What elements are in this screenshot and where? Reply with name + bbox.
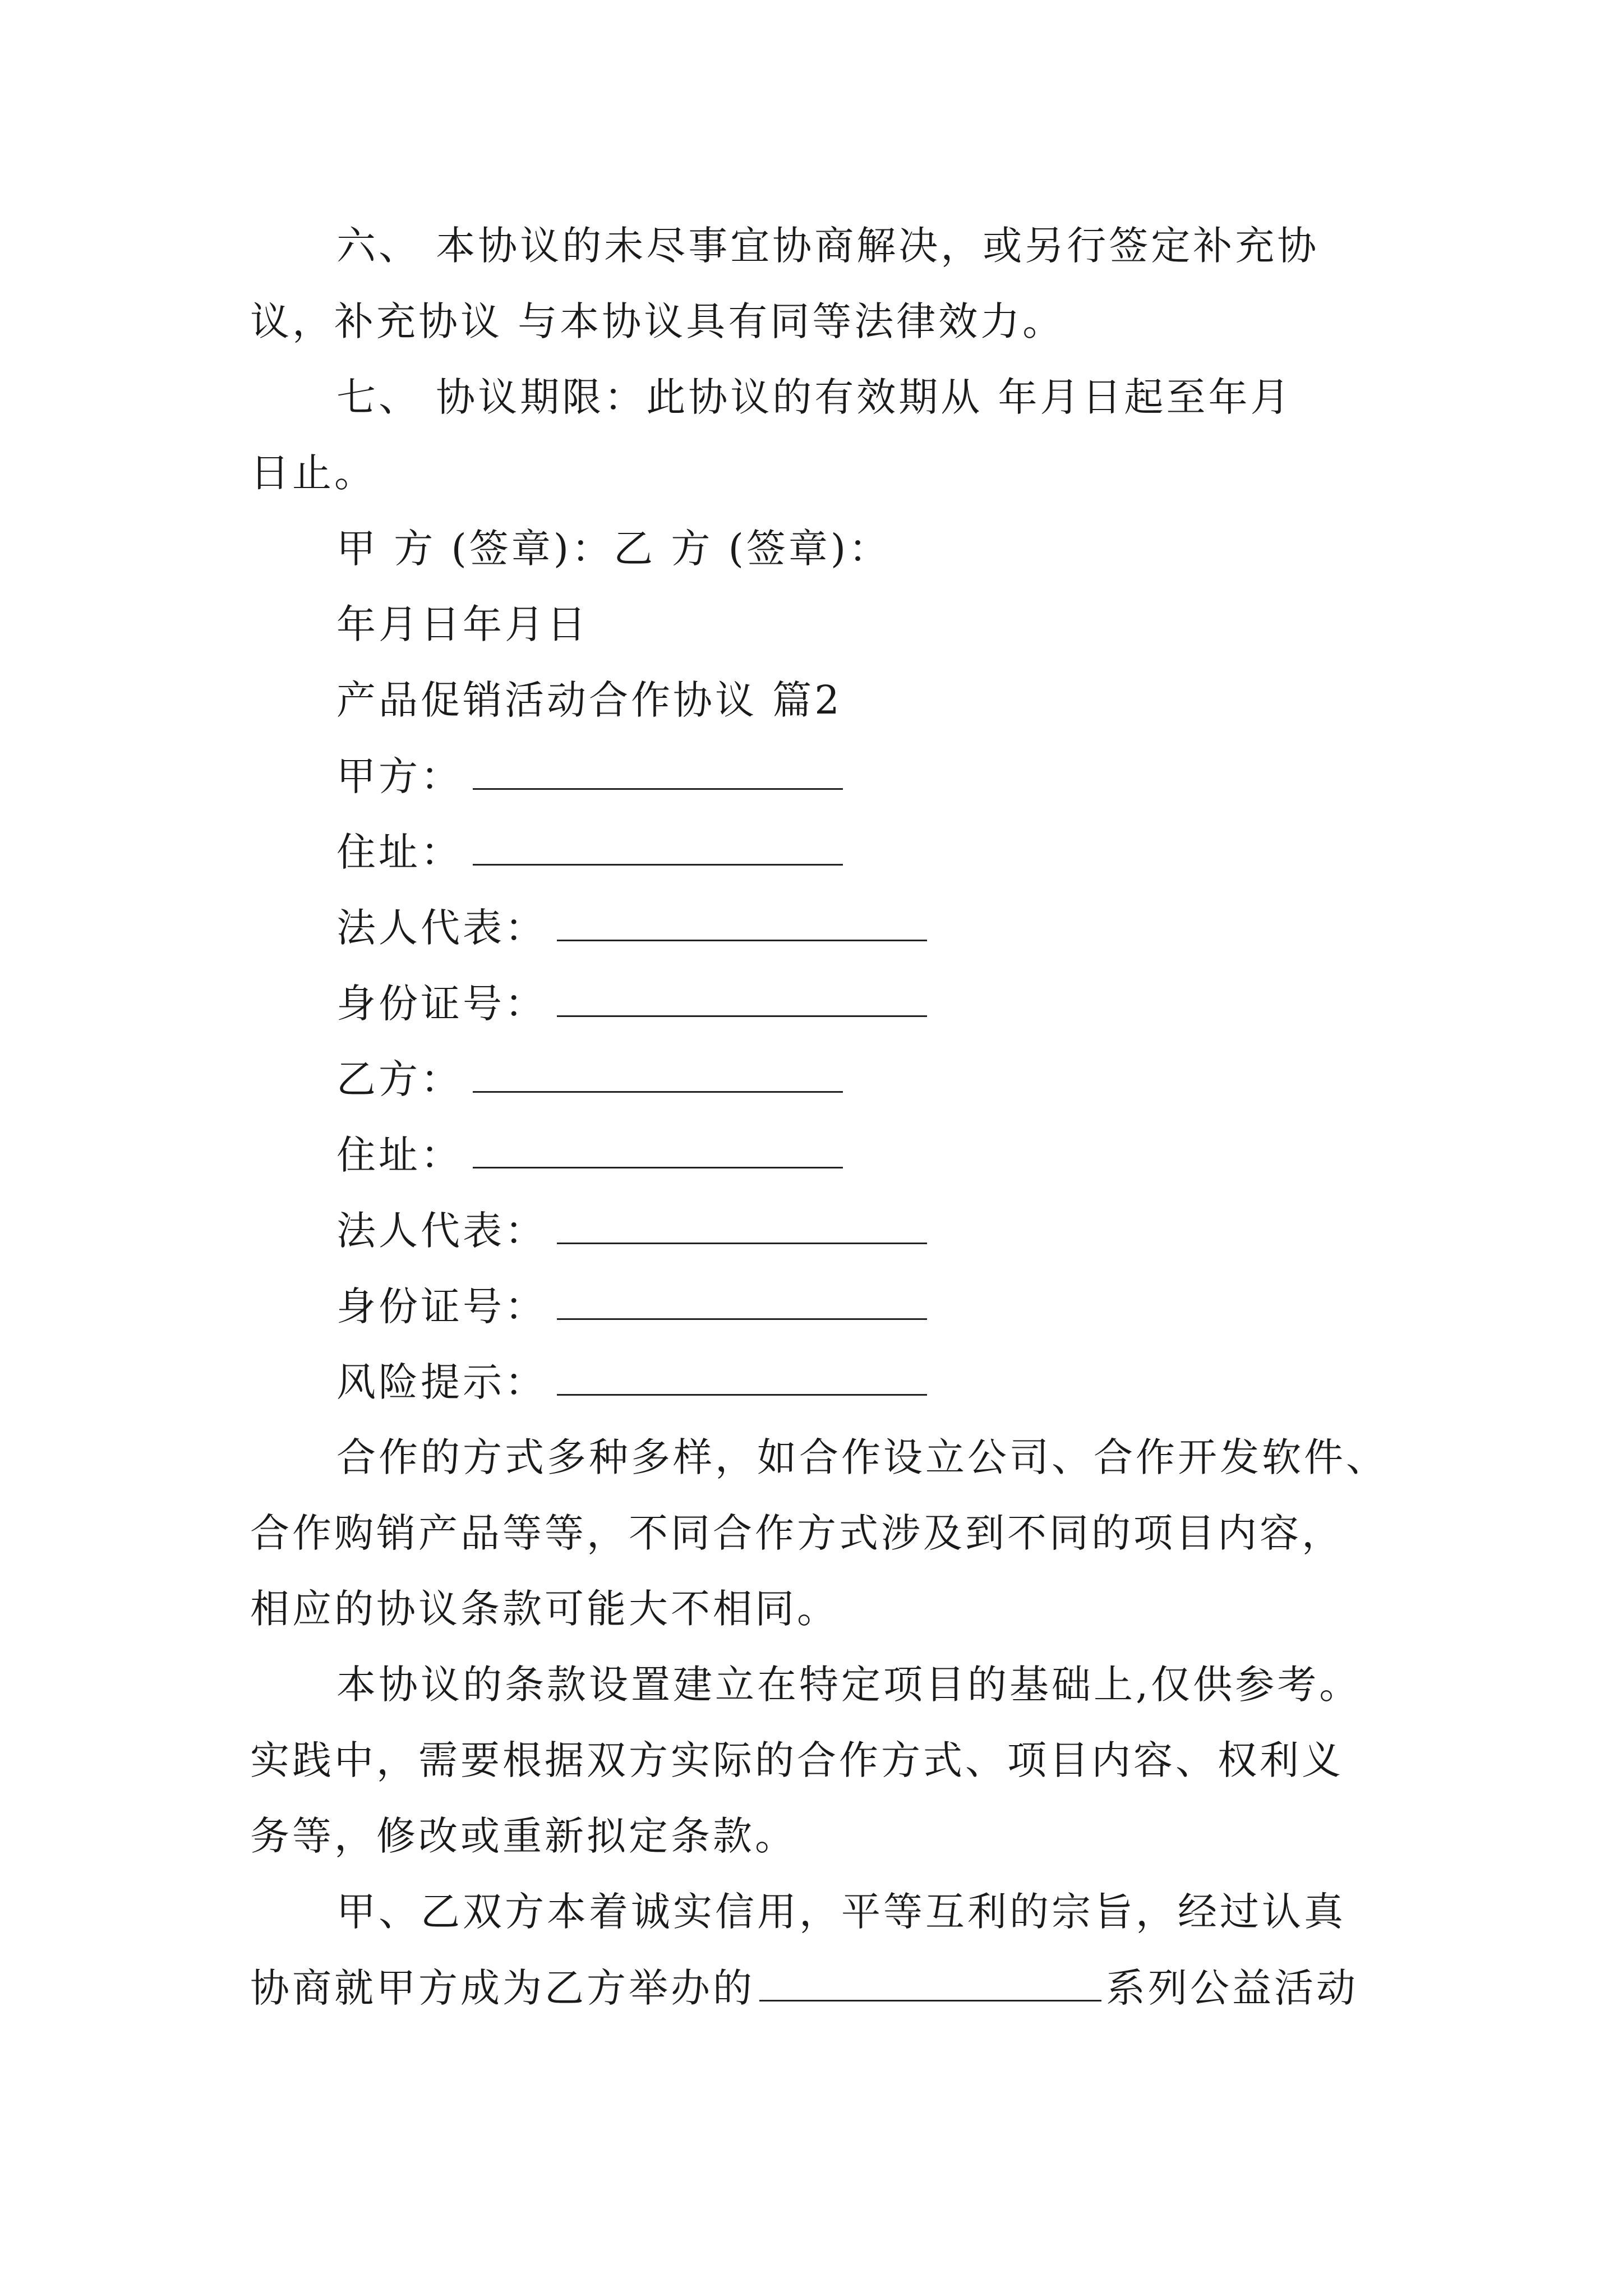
fill-in-blank[interactable] [759,1965,1101,2001]
intro-paragraph-line-1: 甲、乙双方本着诚实信用，平等互利的宗旨，经过认真 [336,1889,1346,1935]
risk-paragraph-line-3: 相应的协议条款可能大不相同。 [250,1586,839,1632]
field-id-number-a [336,981,927,1025]
date-line: 年月日年月日 [336,601,589,647]
field-legal-rep-a [336,905,927,950]
field-address-b [336,1132,843,1177]
field-label: 乙方： [336,1056,463,1102]
clause-seven-line-2: 日止。 [250,450,376,496]
clause-six-line-1: 六、 本协议的未尽事宜协商解决，或另行签定补充协 [336,223,1320,269]
note-paragraph-line-3: 务等，修改或重新拟定条款。 [250,1813,797,1859]
field-label: 甲方： [336,753,463,799]
fill-in-blank[interactable] [557,905,927,941]
field-address-a [336,829,843,874]
field-label: 法人代表： [336,1208,547,1254]
field-label: 身份证号： [336,1283,547,1329]
fill-in-blank[interactable] [557,1359,927,1396]
intro-text-before: 协商就甲方成为乙方举办的 [250,1965,755,2011]
field-label: 身份证号： [336,981,547,1027]
fill-in-blank[interactable] [473,829,843,866]
section-title: 产品促销活动合作协议 篇2 [336,677,842,723]
field-label: 风险提示： [336,1359,547,1405]
clause-seven-line-1: 七、 协议期限：此协议的有效期从 年月日起至年月 [336,374,1293,420]
risk-paragraph-line-1: 合作的方式多种多样，如合作设立公司、合作开发软件、 [336,1434,1388,1480]
field-label: 住址： [336,829,463,875]
signature-line: 甲 方 (签章)：乙 方 (签章)： [336,526,891,572]
field-label: 住址： [336,1132,463,1178]
clause-six-line-2: 议，补充协议 与本协议具有同等法律效力。 [250,298,1065,344]
field-label: 法人代表： [336,905,547,951]
fill-in-blank[interactable] [557,1208,927,1244]
field-party-b [336,1056,843,1101]
field-party-a [336,753,843,798]
fill-in-blank[interactable] [557,981,927,1017]
intro-text-after: 系列公益活动 [1106,1965,1358,2011]
note-paragraph-line-1: 本协议的条款设置建立在特定项目的基础上,仅供参考。 [336,1662,1362,1708]
fill-in-blank[interactable] [473,753,843,790]
field-legal-rep-b [336,1208,927,1253]
field-risk-warning [336,1359,927,1404]
fill-in-blank[interactable] [557,1283,927,1320]
intro-paragraph-line-2 [250,1965,1358,2010]
fill-in-blank[interactable] [473,1132,843,1168]
fill-in-blank[interactable] [473,1056,843,1093]
risk-paragraph-line-2: 合作购销产品等等，不同合作方式涉及到不同的项目内容， [250,1510,1344,1556]
field-id-number-b [336,1283,927,1328]
note-paragraph-line-2: 实践中，需要根据双方实际的合作方式、项目内容、权利义 [250,1737,1344,1783]
